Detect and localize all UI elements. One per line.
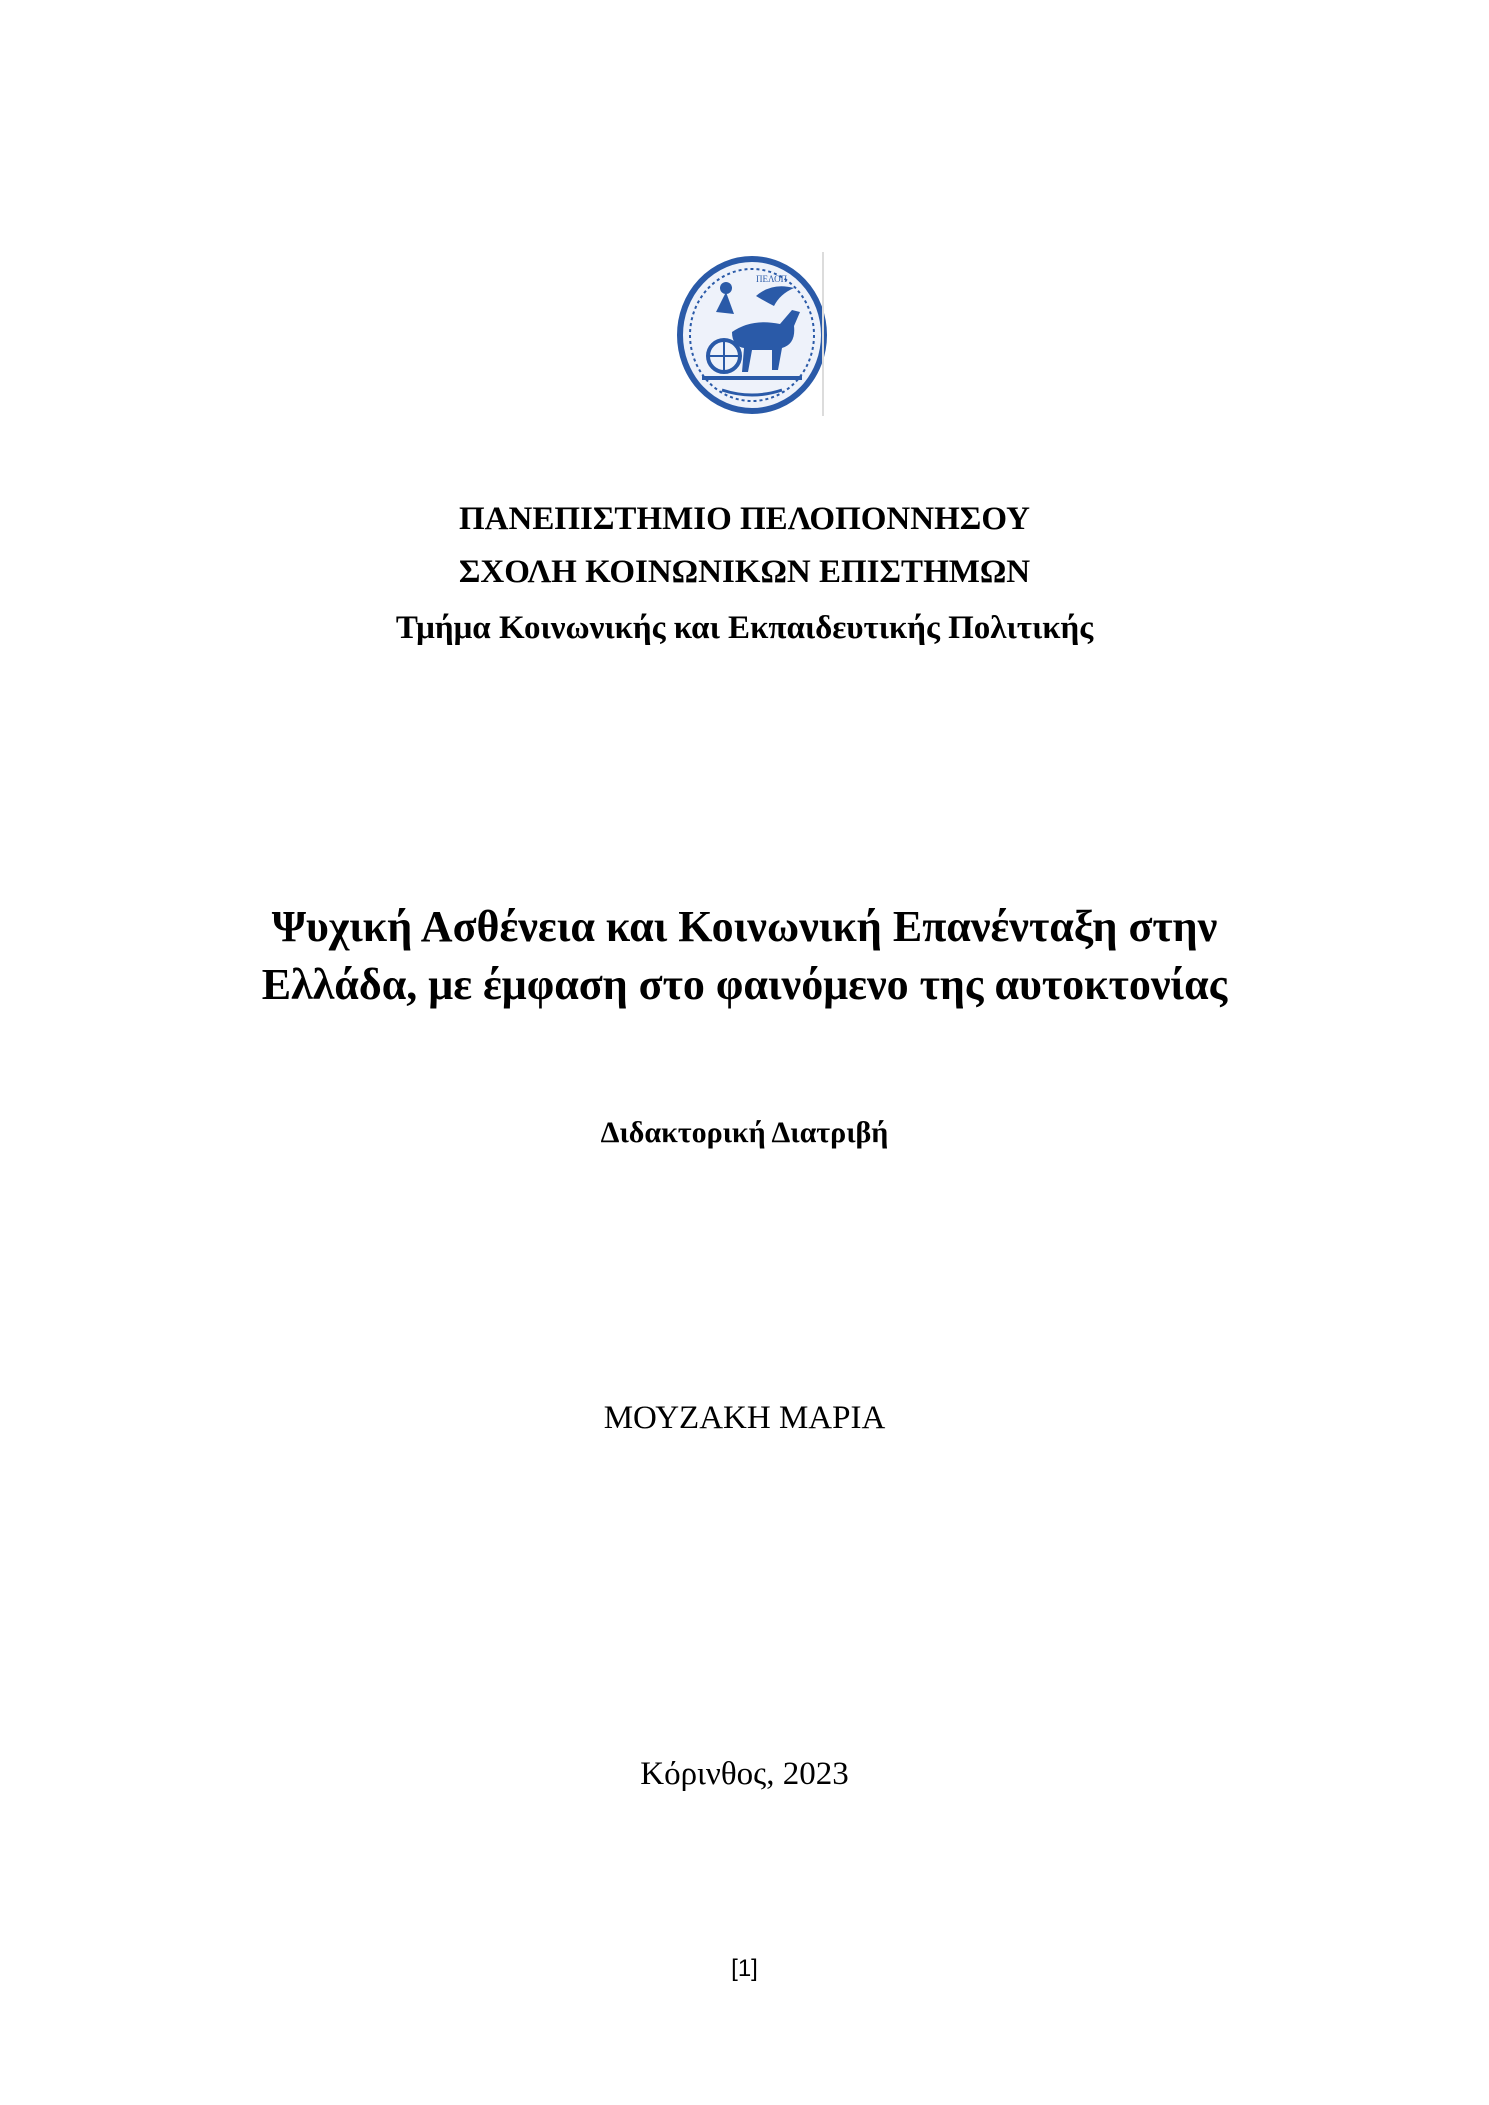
thesis-title-line-1: Ψυχική Ασθένεια και Κοινωνική Επανένταξη στην — [271, 902, 1218, 951]
university-seal-icon — [672, 252, 832, 418]
seal-inscription: ΠΕΛΟΠ — [756, 274, 788, 284]
school-name: ΣΧΟΛΗ ΚΟΙΝΩΝΙΚΩΝ ΕΠΙΣΤΗΜΩΝ — [458, 554, 1031, 590]
page-number: [1] — [731, 1955, 758, 1982]
university-name: ΠΑΝΕΠΙΣΤΗΜΙΟ ΠΕΛΟΠΟΝΝΗΣΟΥ — [459, 501, 1030, 537]
seal-divider — [822, 252, 824, 416]
department-name: Τμήμα Κοινωνικής και Εκπαιδευτικής Πολιτικής — [395, 610, 1094, 646]
author-name: ΜΟΥΖΑΚΗ ΜΑΡΙΑ — [603, 1400, 886, 1436]
thesis-title-line-2: Ελλάδα, με έμφαση στο φαινόμενο της αυτοκτονίας — [261, 960, 1228, 1009]
place-date: Κόρινθος, 2023 — [640, 1756, 849, 1792]
document-type: Διδακτορική Διατριβή — [600, 1116, 889, 1149]
